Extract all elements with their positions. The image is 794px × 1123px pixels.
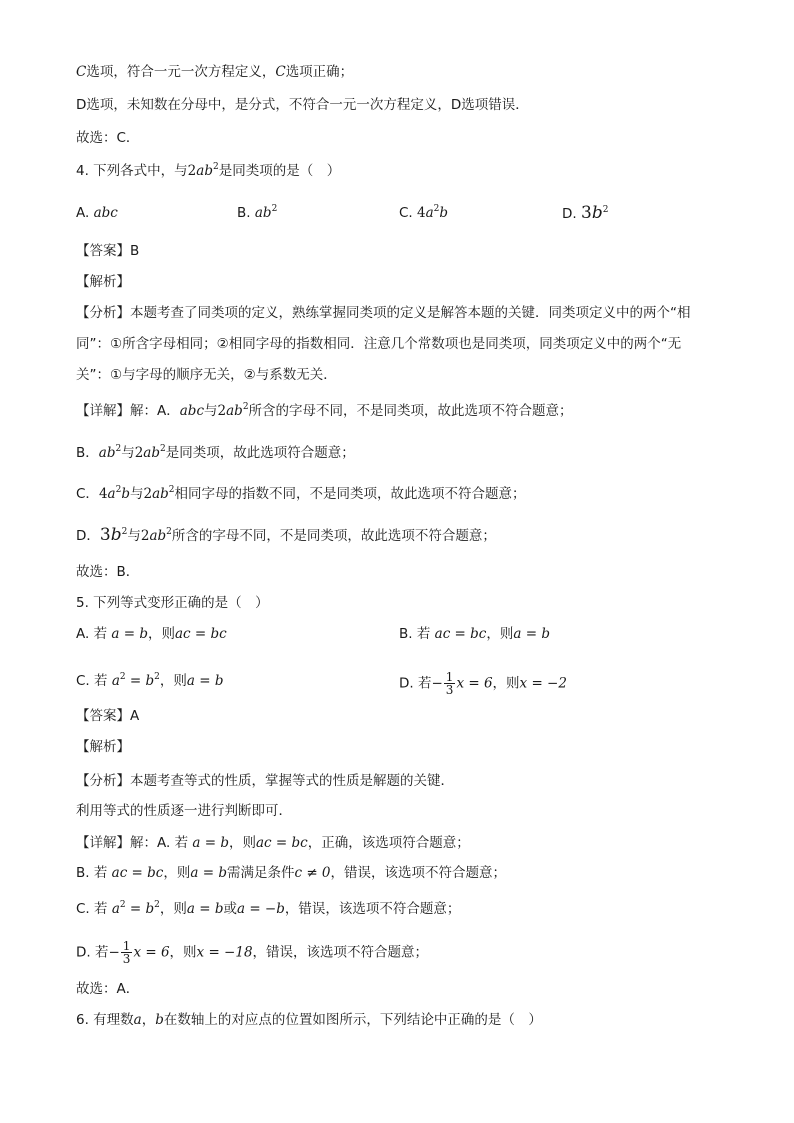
- q5-detail-d: D. 若− $\frac{1}{3}$ x = 6，则x = −18，错误，该选项不符合题意；: [76, 939, 429, 966]
- q4-option-d: D. $3b^2$: [562, 203, 609, 223]
- q5-jiexi: 【解析】: [76, 739, 130, 755]
- q5-option-b: B. 若 ac = bc，则a = b: [399, 626, 550, 642]
- q4-analysis-3: 关”：①与字母的顺序无关，②与系数无关．: [76, 367, 337, 383]
- q5-analysis-2: 利用等式的性质逐一进行判断即可．: [76, 803, 292, 819]
- text-line-c-option: C选项，符合一元一次方程定义，C选项正确；: [76, 64, 354, 80]
- q5-analysis-1: 【分析】本题考查等式的性质，掌握等式的性质是解题的关键．: [76, 773, 454, 789]
- q4-detail-d: D．$3b^2$与$2ab^2$所含的字母不同，不是同类项，故此选项不符合题意；: [76, 525, 496, 545]
- q5-option-c: C. 若 $a^2 = b^2$，则a = b: [76, 672, 224, 689]
- q5-choose: 故选：A．: [76, 981, 140, 997]
- fraction: $\frac{1}{3}$: [122, 939, 131, 966]
- q4-choose: 故选：B．: [76, 564, 140, 580]
- q5-option-d: D. 若− $\frac{1}{3}$ x = 6，则x = −2: [399, 670, 567, 697]
- q4-option-a: A. abc: [76, 205, 118, 221]
- q4-analysis-2: 同”：①所含字母相同；②相同字母的指数相同．注意几个常数项也是同类项，同类项定义中的两个“无: [76, 336, 682, 352]
- q4-detail-a: 【详解】解：A．abc与$2ab^2$所含的字母不同，不是同类项，故此选项不符合题意；: [76, 402, 573, 419]
- question-6: 6. 有理数a，b在数轴上的对应点的位置如图所示，下列结论中正确的是（ ）: [76, 1012, 542, 1028]
- q4-detail-c: C．$4a^2b$与$2ab^2$相同字母的指数不同，不是同类项，故此选项不符合题意；: [76, 485, 526, 502]
- fraction: $\frac{1}{3}$: [445, 670, 454, 697]
- q5-answer: 【答案】A: [76, 708, 140, 724]
- q4-option-c: C. $4a^2b$: [399, 204, 449, 221]
- math-var: C: [76, 64, 87, 80]
- q5-detail-b: B. 若 ac = bc，则a = b需满足条件c ≠ 0，错误，该选项不符合题意；: [76, 865, 507, 881]
- q4-analysis-1: 【分析】本题考查了同类项的定义，熟练掌握同类项的定义是解答本题的关键．同类项定义中的两个“相: [76, 305, 691, 321]
- q5-detail-a: 【详解】解：A. 若 a = b，则ac = bc，正确，该选项符合题意；: [76, 835, 470, 851]
- q4-detail-b: B．$ab^2$与$2ab^2$是同类项，故此选项符合题意；: [76, 444, 355, 461]
- text-line-d-option: D选项，未知数在分母中，是分式，不符合一元一次方程定义，D选项错误．: [76, 97, 529, 113]
- question-4: 4. 下列各式中，与$2ab^2$是同类项的是（ ）: [76, 162, 341, 179]
- q4-answer: 【答案】B: [76, 243, 140, 259]
- q5-option-a: A. 若 a = b，则ac = bc: [76, 626, 227, 642]
- q4-option-b: B. $ab^2$: [237, 204, 278, 221]
- q4-jiexi: 【解析】: [76, 274, 130, 290]
- q5-detail-c: C. 若 $a^2 = b^2$，则a = b或a = −b，错误，该选项不符合题意；: [76, 900, 461, 917]
- choose-line: 故选：C．: [76, 130, 140, 146]
- question-5: 5. 下列等式变形正确的是（ ）: [76, 595, 269, 611]
